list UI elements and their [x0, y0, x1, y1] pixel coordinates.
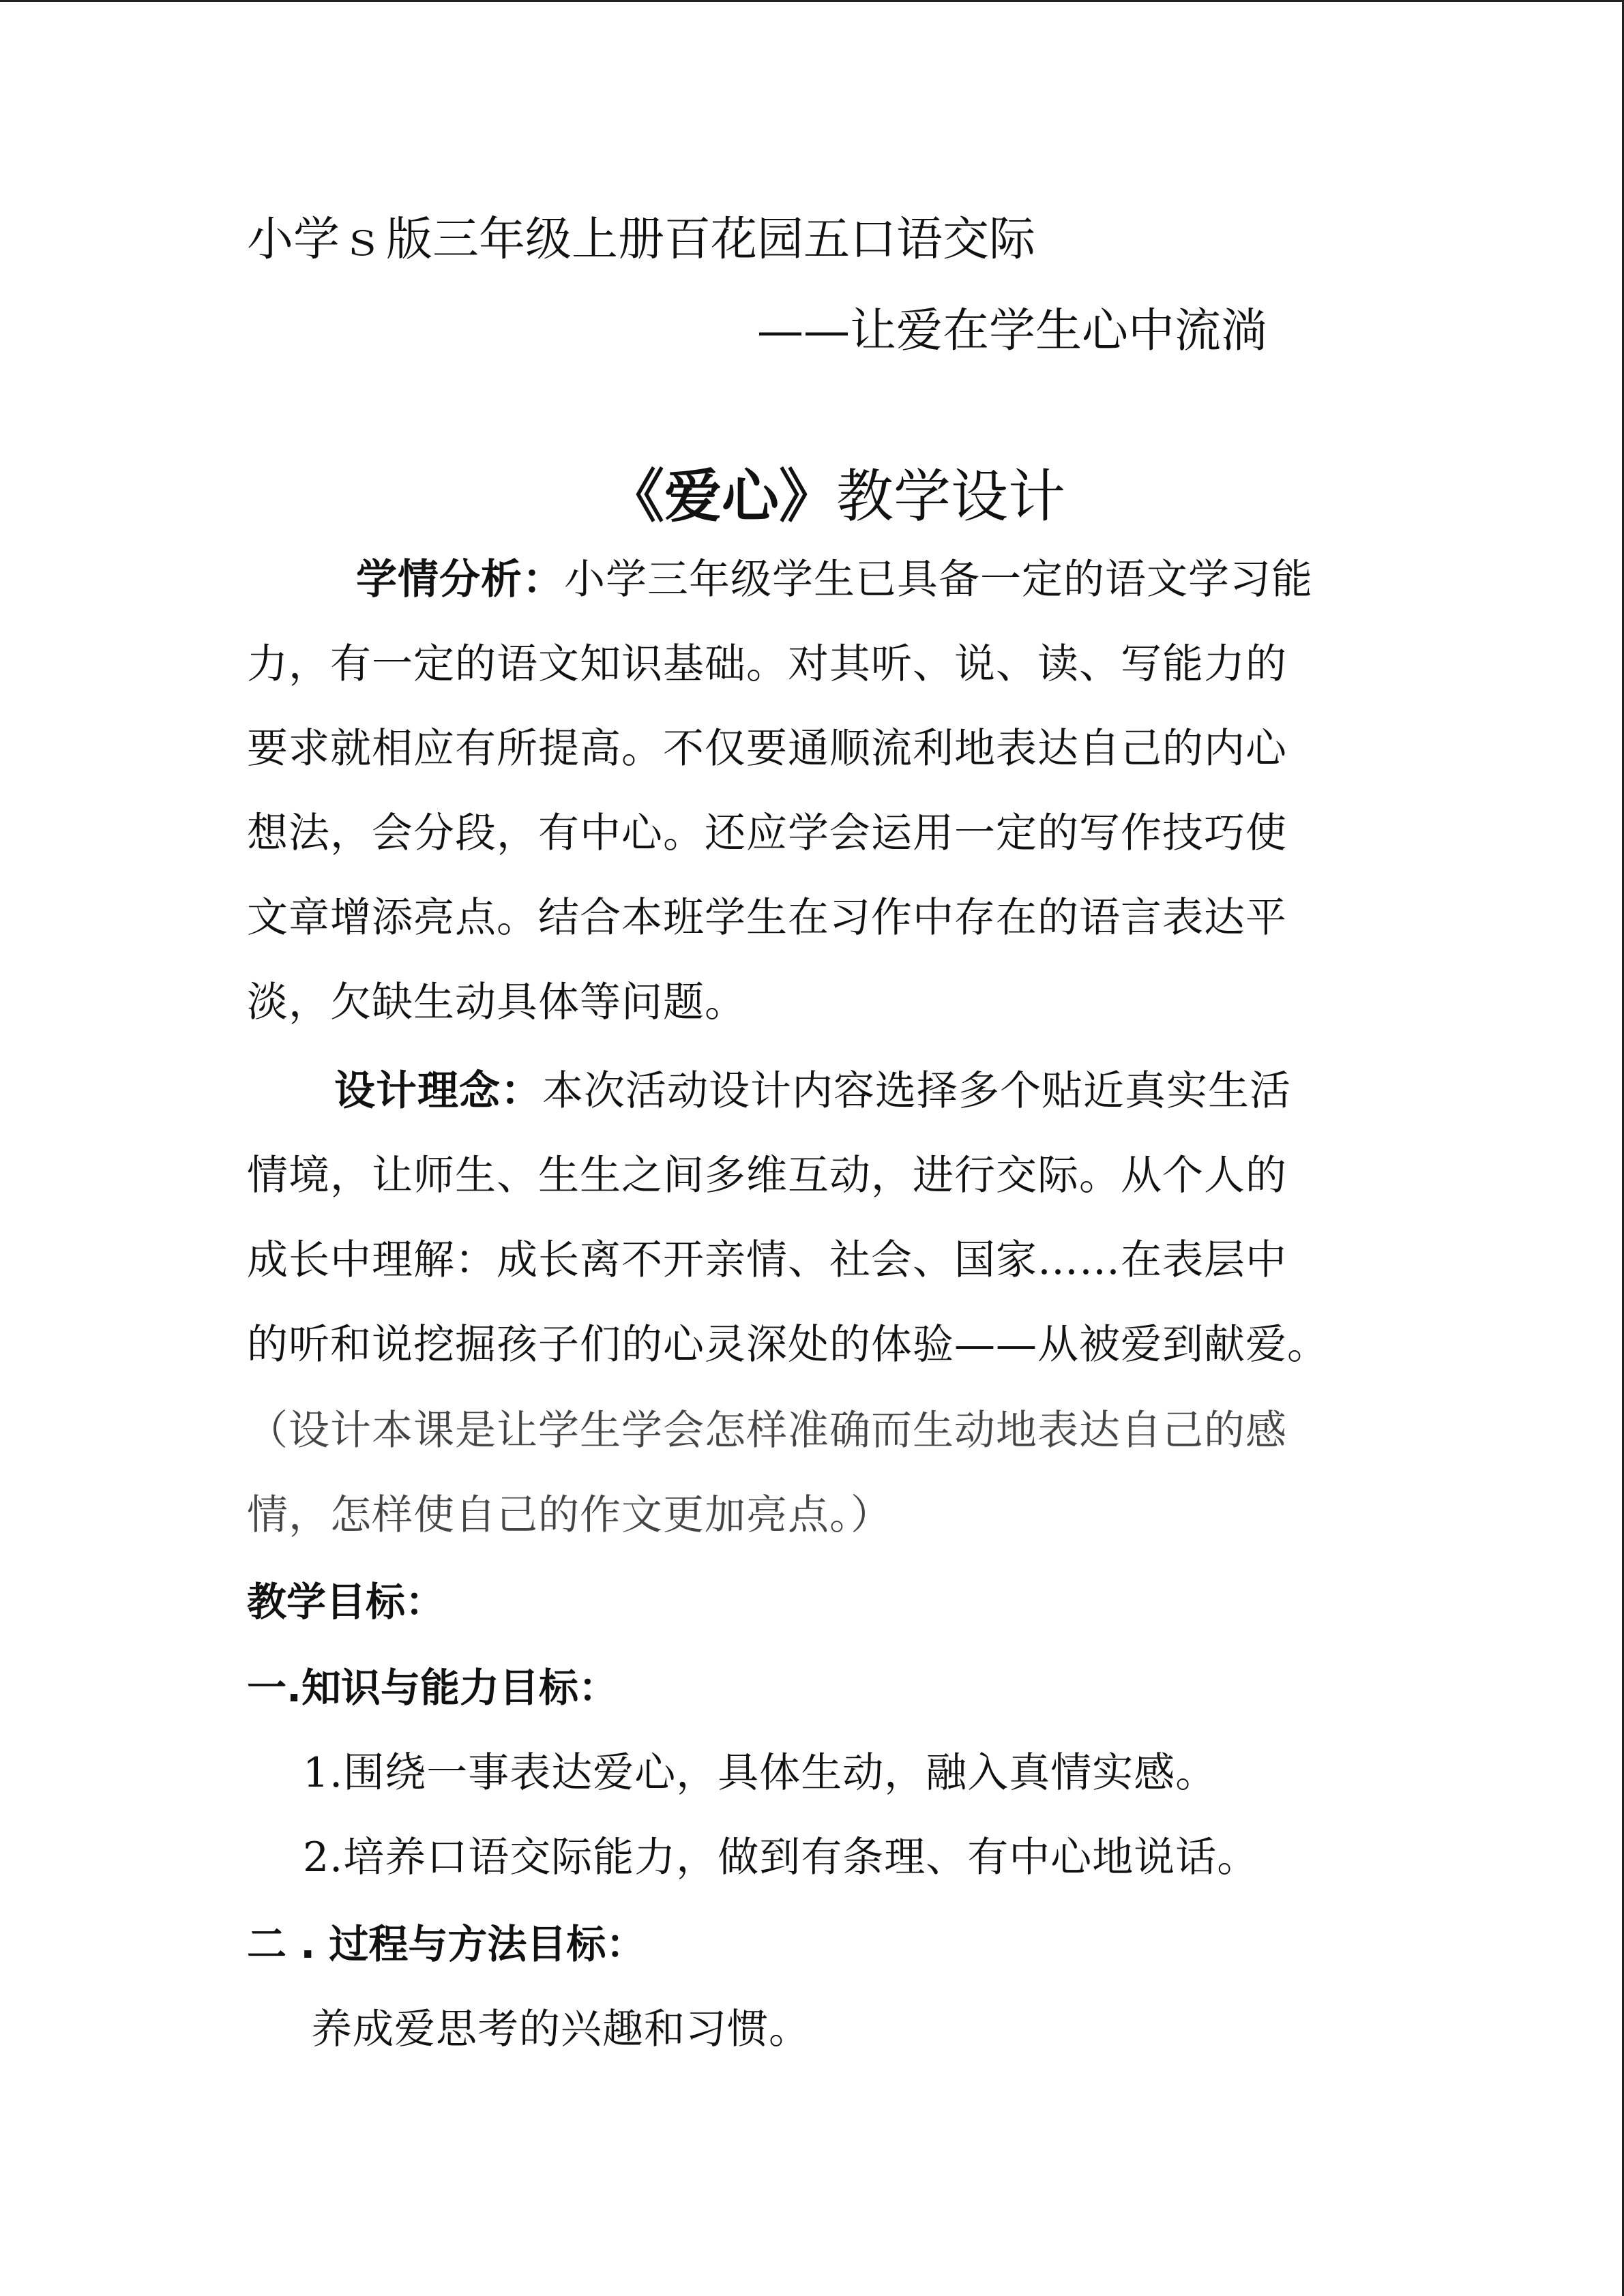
analysis-line: 力，有一定的语文知识基础。对其听、说、读、写能力的 [247, 640, 1287, 688]
page-border-top [0, 0, 1624, 2]
document-title [607, 462, 1066, 530]
analysis-first-line [356, 556, 1313, 603]
analysis-line: 文章增添亮点。结合本班学生在习作中存在的语言表达平 [247, 894, 1287, 942]
goals-section1-heading: 一.知识与能力目标： [247, 1665, 619, 1711]
goals-section2-item: 养成爱思考的兴趣和习惯。 [311, 2006, 810, 2053]
concept-line: 情境，让师生、生生之间多维互动，进行交际。从个人的 [247, 1152, 1287, 1199]
goals-section1-item: 1.围绕一事表达爱心，具体生动，融入真情实感。 [303, 1749, 1217, 1797]
title-book-name: 《爱心》 [607, 462, 837, 530]
goals-section1-item: 2.培养口语交际能力，做到有条理、有中心地说话。 [303, 1834, 1259, 1881]
analysis-line: 想法，会分段，有中心。还应学会运用一定的写作技巧使 [247, 809, 1287, 857]
course-line: 小学ｓ版三年级上册百花园五口语交际 [247, 213, 1036, 267]
goals-heading: 教学目标： [247, 1579, 445, 1625]
concept-first-line [334, 1067, 1291, 1115]
analysis-line: 淡，欠缺生动具体等问题。 [247, 979, 746, 1026]
concept-note-line: 情，怎样使自己的作文更加亮点。） [247, 1491, 892, 1539]
subtitle: ——让爱在学生心中流淌 [757, 304, 1268, 358]
analysis-line: 要求就相应有所提高。不仅要通顺流利地表达自己的内心 [247, 725, 1287, 773]
title-rest: 教学设计 [836, 463, 1066, 530]
concept-line: 成长中理解：成长离不开亲情、社会、国家……在表层中 [247, 1236, 1287, 1284]
concept-line: 的听和说挖掘孩子们的心灵深处的体验——从被爱到献爱。 [247, 1321, 1329, 1369]
concept-note-line: （设计本课是让学生学会怎样准确而生动地表达自己的感 [247, 1407, 1287, 1455]
goals-section2-heading: 二 . 过程与方法目标： [247, 1921, 646, 1967]
analysis-line: 小学三年级学生已具备一定的语文学习能 [564, 556, 1313, 603]
analysis-label: 学情分析： [356, 556, 564, 603]
concept-line: 本次活动设计内容选择多个贴近真实生活 [542, 1067, 1291, 1115]
concept-label: 设计理念： [334, 1067, 542, 1115]
